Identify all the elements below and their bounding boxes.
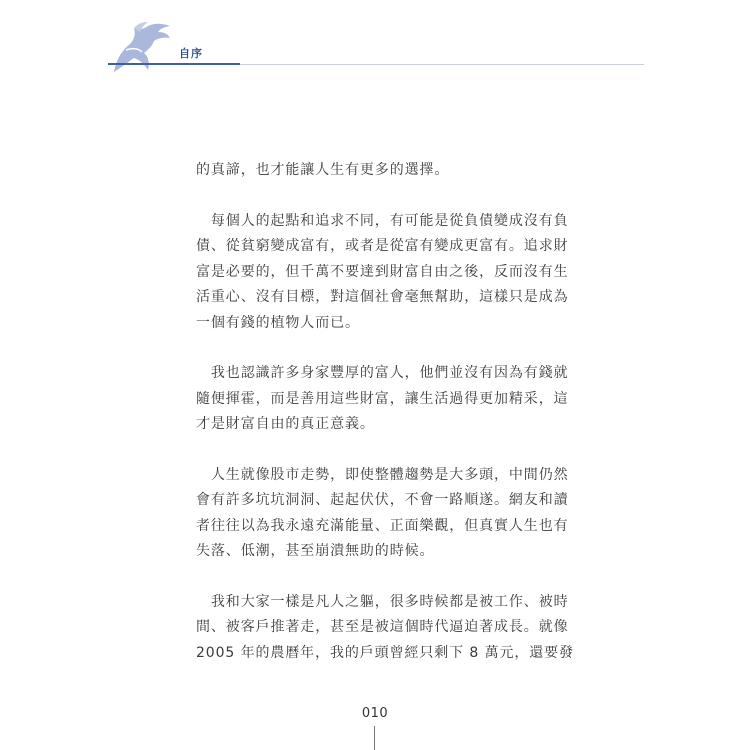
text-line: 富是必要的，但千萬不要達到財富自由之後，反而沒有生 — [196, 263, 569, 280]
text-line: 失落、低潮，甚至崩潰無助的時候。 — [196, 543, 435, 559]
paragraph — [196, 590, 574, 667]
text-line: 間、被客戶推著走，甚至是被這個時代逼迫著成長。就像 — [196, 619, 569, 635]
page-number: 010 — [361, 706, 389, 721]
paragraph — [196, 209, 569, 337]
text-line: 每個人的起點和追求不同，有可能是從負債變成沒有負 — [196, 212, 569, 229]
text-line: 我也認識許多身家豐厚的富人，他們並沒有因為有錢就 — [196, 365, 569, 381]
text-line: 我和大家一樣是凡人之軀，很多時候都是被工作、被時 — [196, 593, 569, 610]
text-line: 2005 年的農曆年，我的戶頭曾經只剩下 8 萬元，還要發 — [196, 644, 574, 661]
text-line: 者往往以為我永遠充滿能量、正面樂觀，但真實人生也有 — [196, 517, 569, 534]
section-title: 自序 — [179, 47, 203, 60]
text-line: 隨便揮霍，而是善用這些財富，讓生活過得更加精采，這 — [196, 390, 569, 407]
page-number-tick — [374, 726, 375, 750]
text-line: 一個有錢的植物人而已。 — [196, 314, 360, 331]
header-rule-accent — [108, 63, 240, 65]
horse-head-icon — [104, 20, 176, 74]
text-line: 活重心、沒有目標，對這個社會毫無幫助，這樣只是成為 — [196, 289, 569, 305]
text-line: 才是財富自由的真正意義。 — [196, 416, 375, 432]
body-text — [196, 158, 574, 666]
paragraph — [196, 361, 569, 438]
paragraph — [196, 158, 566, 184]
paragraph — [196, 463, 569, 565]
text-line: 人生就像股市走勢，即使整體趨勢是大多頭，中間仍然 — [196, 466, 569, 483]
text-line: 債、從貧窮變成富有，或者是從富有變成更富有。追求財 — [196, 238, 569, 254]
text-line: 的真諦，也才能讓人生有更多的選擇。 — [196, 162, 450, 178]
running-header — [0, 0, 750, 80]
header-rule — [240, 64, 644, 65]
text-line: 會有許多坑坑洞洞、起起伏伏，不會一路順遂。網友和讀 — [196, 492, 569, 508]
